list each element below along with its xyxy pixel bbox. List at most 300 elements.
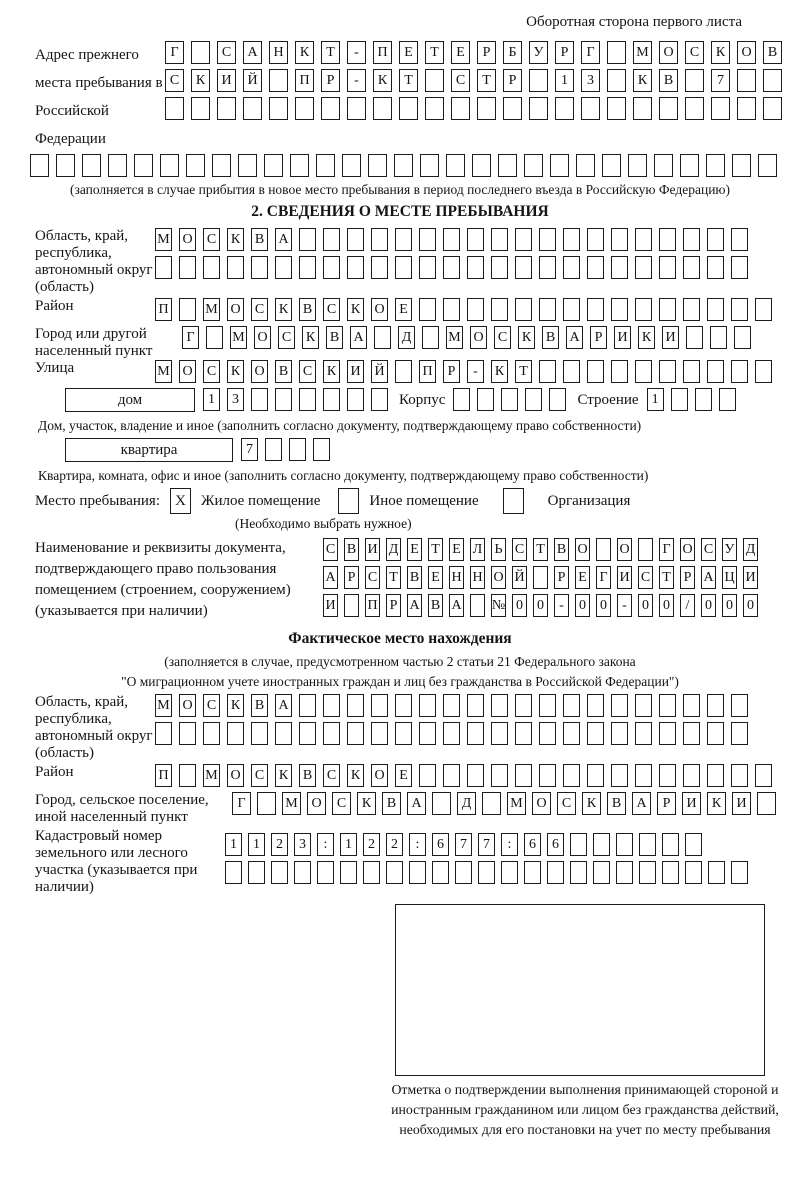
char-cell[interactable]: У [722, 538, 737, 561]
char-cell[interactable]: Ц [722, 566, 737, 589]
char-cell[interactable]: Д [743, 538, 758, 561]
char-cell[interactable]: М [446, 326, 463, 349]
char-cell[interactable] [708, 861, 725, 884]
char-cell[interactable]: П [295, 69, 314, 92]
char-cell[interactable]: К [373, 69, 392, 92]
char-cell[interactable]: В [382, 792, 401, 815]
char-cell[interactable] [638, 538, 653, 561]
char-cell[interactable]: О [254, 326, 271, 349]
char-cell[interactable]: В [326, 326, 343, 349]
char-cell[interactable] [191, 41, 210, 64]
char-cell[interactable]: О [227, 298, 244, 321]
char-cell[interactable]: М [203, 298, 220, 321]
char-cell[interactable]: П [155, 764, 172, 787]
char-cell[interactable] [313, 438, 330, 461]
char-cell[interactable] [316, 154, 335, 177]
char-cell[interactable]: Й [512, 566, 527, 589]
char-cell[interactable]: К [491, 360, 508, 383]
char-cell[interactable]: О [491, 566, 506, 589]
char-cell[interactable] [639, 861, 656, 884]
char-cell[interactable] [683, 298, 700, 321]
char-cell[interactable] [587, 228, 604, 251]
char-cell[interactable] [399, 97, 418, 120]
char-cell[interactable]: Е [399, 41, 418, 64]
char-cell[interactable] [225, 861, 242, 884]
char-cell[interactable] [265, 438, 282, 461]
char-cell[interactable] [659, 764, 676, 787]
char-cell[interactable] [501, 861, 518, 884]
char-cell[interactable] [707, 764, 724, 787]
char-cell[interactable]: О [575, 538, 590, 561]
char-cell[interactable] [581, 97, 600, 120]
char-cell[interactable]: В [299, 298, 316, 321]
char-cell[interactable]: Т [515, 360, 532, 383]
char-cell[interactable]: С [203, 694, 220, 717]
char-cell[interactable] [611, 228, 628, 251]
char-cell[interactable] [628, 154, 647, 177]
char-cell[interactable]: С [217, 41, 236, 64]
char-cell[interactable] [217, 97, 236, 120]
char-cell[interactable]: С [332, 792, 351, 815]
char-cell[interactable]: Н [269, 41, 288, 64]
char-cell[interactable] [695, 388, 712, 411]
char-cell[interactable]: Г [232, 792, 251, 815]
char-cell[interactable] [539, 298, 556, 321]
char-cell[interactable]: - [347, 69, 366, 92]
char-cell[interactable] [593, 861, 610, 884]
char-cell[interactable]: М [203, 764, 220, 787]
char-cell[interactable] [394, 154, 413, 177]
char-cell[interactable]: Р [443, 360, 460, 383]
char-cell[interactable] [539, 360, 556, 383]
char-cell[interactable]: И [682, 792, 701, 815]
char-cell[interactable] [524, 154, 543, 177]
char-cell[interactable]: М [230, 326, 247, 349]
char-cell[interactable]: А [407, 792, 426, 815]
char-cell[interactable] [596, 538, 611, 561]
char-cell[interactable]: Е [407, 538, 422, 561]
char-cell[interactable] [635, 694, 652, 717]
char-cell[interactable]: 1 [555, 69, 574, 92]
char-cell[interactable] [419, 764, 436, 787]
char-cell[interactable]: Г [581, 41, 600, 64]
char-cell[interactable]: И [217, 69, 236, 92]
char-cell[interactable] [179, 256, 196, 279]
char-cell[interactable] [633, 97, 652, 120]
char-cell[interactable] [563, 298, 580, 321]
char-cell[interactable]: М [282, 792, 301, 815]
char-cell[interactable]: С [638, 566, 653, 589]
char-cell[interactable]: Г [165, 41, 184, 64]
char-cell[interactable] [294, 861, 311, 884]
char-cell[interactable]: Р [555, 41, 574, 64]
char-cell[interactable]: Е [451, 41, 470, 64]
char-cell[interactable] [654, 154, 673, 177]
char-cell[interactable]: Р [386, 594, 401, 617]
char-cell[interactable]: П [419, 360, 436, 383]
char-cell[interactable] [443, 722, 460, 745]
char-cell[interactable]: Р [344, 566, 359, 589]
char-cell[interactable] [155, 256, 172, 279]
char-cell[interactable] [755, 298, 772, 321]
char-cell[interactable] [685, 861, 702, 884]
char-cell[interactable] [186, 154, 205, 177]
char-cell[interactable]: С [323, 298, 340, 321]
char-cell[interactable] [607, 97, 626, 120]
char-cell[interactable]: Ь [491, 538, 506, 561]
char-cell[interactable] [731, 861, 748, 884]
char-cell[interactable]: В [407, 566, 422, 589]
char-cell[interactable] [323, 228, 340, 251]
char-cell[interactable] [206, 326, 223, 349]
char-cell[interactable]: 0 [596, 594, 611, 617]
char-cell[interactable]: Р [554, 566, 569, 589]
char-cell[interactable]: С [323, 764, 340, 787]
char-cell[interactable] [165, 97, 184, 120]
char-cell[interactable] [550, 154, 569, 177]
char-cell[interactable] [731, 256, 748, 279]
char-cell[interactable]: № [491, 594, 506, 617]
char-cell[interactable] [179, 764, 196, 787]
char-cell[interactable] [525, 388, 542, 411]
char-cell[interactable] [395, 256, 412, 279]
char-cell[interactable] [443, 228, 460, 251]
char-cell[interactable]: Д [398, 326, 415, 349]
char-cell[interactable]: С [299, 360, 316, 383]
char-cell[interactable]: Л [470, 538, 485, 561]
char-cell[interactable]: К [347, 298, 364, 321]
char-cell[interactable] [659, 694, 676, 717]
char-cell[interactable] [371, 388, 388, 411]
char-cell[interactable] [707, 360, 724, 383]
char-cell[interactable]: Р [590, 326, 607, 349]
char-cell[interactable] [731, 694, 748, 717]
char-cell[interactable] [607, 41, 626, 64]
char-cell[interactable] [323, 388, 340, 411]
char-cell[interactable] [347, 694, 364, 717]
char-cell[interactable] [683, 722, 700, 745]
char-cell[interactable]: Й [243, 69, 262, 92]
char-cell[interactable] [635, 764, 652, 787]
char-cell[interactable] [491, 764, 508, 787]
char-cell[interactable]: 6 [524, 833, 541, 856]
char-cell[interactable]: Д [457, 792, 476, 815]
char-cell[interactable] [503, 97, 522, 120]
char-cell[interactable] [467, 722, 484, 745]
char-cell[interactable] [323, 256, 340, 279]
char-cell[interactable]: С [165, 69, 184, 92]
char-cell[interactable] [659, 228, 676, 251]
char-cell[interactable]: 1 [340, 833, 357, 856]
char-cell[interactable]: И [743, 566, 758, 589]
char-cell[interactable] [635, 722, 652, 745]
char-cell[interactable]: Г [182, 326, 199, 349]
char-cell[interactable]: И [347, 360, 364, 383]
char-cell[interactable] [443, 764, 460, 787]
char-cell[interactable] [635, 256, 652, 279]
char-cell[interactable] [529, 97, 548, 120]
char-cell[interactable]: Е [395, 298, 412, 321]
char-cell[interactable] [731, 722, 748, 745]
char-cell[interactable] [453, 388, 470, 411]
char-cell[interactable]: М [507, 792, 526, 815]
char-cell[interactable] [662, 833, 679, 856]
char-cell[interactable] [342, 154, 361, 177]
char-cell[interactable] [374, 326, 391, 349]
char-cell[interactable] [611, 764, 628, 787]
char-cell[interactable]: 7 [455, 833, 472, 856]
char-cell[interactable] [321, 97, 340, 120]
char-cell[interactable] [470, 594, 485, 617]
char-cell[interactable] [611, 722, 628, 745]
char-cell[interactable] [56, 154, 75, 177]
char-cell[interactable] [501, 388, 518, 411]
char-cell[interactable] [732, 154, 751, 177]
organizatsiya-checkbox[interactable] [503, 488, 524, 514]
char-cell[interactable] [731, 360, 748, 383]
char-cell[interactable] [289, 438, 306, 461]
char-cell[interactable]: Р [503, 69, 522, 92]
char-cell[interactable]: А [350, 326, 367, 349]
char-cell[interactable]: А [275, 228, 292, 251]
char-cell[interactable]: И [614, 326, 631, 349]
char-cell[interactable]: С [557, 792, 576, 815]
char-cell[interactable] [763, 69, 782, 92]
char-cell[interactable] [275, 256, 292, 279]
char-cell[interactable]: - [617, 594, 632, 617]
char-cell[interactable] [563, 694, 580, 717]
char-cell[interactable] [425, 69, 444, 92]
char-cell[interactable] [706, 154, 725, 177]
char-cell[interactable]: О [470, 326, 487, 349]
char-cell[interactable] [467, 228, 484, 251]
char-cell[interactable]: В [251, 228, 268, 251]
char-cell[interactable]: О [371, 764, 388, 787]
char-cell[interactable] [443, 694, 460, 717]
char-cell[interactable] [539, 228, 556, 251]
char-cell[interactable] [755, 360, 772, 383]
char-cell[interactable]: О [659, 41, 678, 64]
char-cell[interactable] [264, 154, 283, 177]
char-cell[interactable] [711, 97, 730, 120]
char-cell[interactable] [257, 792, 276, 815]
char-cell[interactable]: П [373, 41, 392, 64]
char-cell[interactable]: В [542, 326, 559, 349]
char-cell[interactable] [683, 360, 700, 383]
char-cell[interactable] [515, 694, 532, 717]
char-cell[interactable] [635, 228, 652, 251]
char-cell[interactable] [227, 722, 244, 745]
char-cell[interactable] [515, 256, 532, 279]
char-cell[interactable] [491, 256, 508, 279]
char-cell[interactable] [451, 97, 470, 120]
char-cell[interactable] [299, 722, 316, 745]
char-cell[interactable]: 1 [248, 833, 265, 856]
char-cell[interactable] [639, 833, 656, 856]
char-cell[interactable] [478, 861, 495, 884]
char-cell[interactable] [295, 97, 314, 120]
char-cell[interactable] [368, 154, 387, 177]
char-cell[interactable]: М [155, 694, 172, 717]
char-cell[interactable]: К [711, 41, 730, 64]
char-cell[interactable]: Р [657, 792, 676, 815]
char-cell[interactable]: - [467, 360, 484, 383]
char-cell[interactable] [472, 154, 491, 177]
char-cell[interactable] [275, 722, 292, 745]
char-cell[interactable]: П [155, 298, 172, 321]
char-cell[interactable] [191, 97, 210, 120]
char-cell[interactable]: Н [470, 566, 485, 589]
char-cell[interactable]: В [428, 594, 443, 617]
char-cell[interactable]: С [685, 41, 704, 64]
char-cell[interactable] [685, 97, 704, 120]
char-cell[interactable] [299, 694, 316, 717]
char-cell[interactable] [731, 764, 748, 787]
char-cell[interactable] [737, 69, 756, 92]
char-cell[interactable]: В [659, 69, 678, 92]
char-cell[interactable] [662, 861, 679, 884]
char-cell[interactable]: В [251, 694, 268, 717]
char-cell[interactable] [491, 228, 508, 251]
char-cell[interactable]: О [371, 298, 388, 321]
char-cell[interactable]: Б [503, 41, 522, 64]
char-cell[interactable]: Т [477, 69, 496, 92]
char-cell[interactable]: С [278, 326, 295, 349]
char-cell[interactable]: В [275, 360, 292, 383]
char-cell[interactable]: Т [386, 566, 401, 589]
char-cell[interactable]: К [227, 228, 244, 251]
char-cell[interactable]: С [323, 538, 338, 561]
char-cell[interactable] [539, 256, 556, 279]
char-cell[interactable] [533, 566, 548, 589]
char-cell[interactable]: К [295, 41, 314, 64]
char-cell[interactable] [707, 298, 724, 321]
char-cell[interactable] [422, 326, 439, 349]
char-cell[interactable] [563, 360, 580, 383]
char-cell[interactable] [238, 154, 257, 177]
char-cell[interactable] [683, 694, 700, 717]
char-cell[interactable]: К [227, 360, 244, 383]
char-cell[interactable]: С [512, 538, 527, 561]
char-cell[interactable]: М [155, 228, 172, 251]
char-cell[interactable] [616, 833, 633, 856]
char-cell[interactable]: Г [659, 538, 674, 561]
char-cell[interactable]: Р [477, 41, 496, 64]
char-cell[interactable] [347, 256, 364, 279]
char-cell[interactable] [425, 97, 444, 120]
char-cell[interactable]: 0 [743, 594, 758, 617]
char-cell[interactable]: И [365, 538, 380, 561]
char-cell[interactable]: 3 [581, 69, 600, 92]
char-cell[interactable] [563, 764, 580, 787]
char-cell[interactable]: П [365, 594, 380, 617]
char-cell[interactable] [420, 154, 439, 177]
char-cell[interactable] [134, 154, 153, 177]
char-cell[interactable] [635, 298, 652, 321]
char-cell[interactable]: К [275, 298, 292, 321]
char-cell[interactable] [299, 228, 316, 251]
char-cell[interactable]: С [203, 360, 220, 383]
char-cell[interactable]: Н [449, 566, 464, 589]
char-cell[interactable]: 3 [227, 388, 244, 411]
char-cell[interactable] [344, 594, 359, 617]
char-cell[interactable] [482, 792, 501, 815]
char-cell[interactable]: В [554, 538, 569, 561]
char-cell[interactable] [179, 722, 196, 745]
char-cell[interactable] [467, 298, 484, 321]
char-cell[interactable] [515, 764, 532, 787]
char-cell[interactable] [373, 97, 392, 120]
char-cell[interactable]: В [763, 41, 782, 64]
char-cell[interactable] [685, 69, 704, 92]
char-cell[interactable]: Т [533, 538, 548, 561]
char-cell[interactable] [323, 694, 340, 717]
char-cell[interactable] [539, 694, 556, 717]
char-cell[interactable] [576, 154, 595, 177]
char-cell[interactable]: Е [449, 538, 464, 561]
char-cell[interactable] [587, 722, 604, 745]
char-cell[interactable] [30, 154, 49, 177]
char-cell[interactable] [549, 388, 566, 411]
char-cell[interactable]: Е [395, 764, 412, 787]
char-cell[interactable] [719, 388, 736, 411]
char-cell[interactable] [524, 861, 541, 884]
char-cell[interactable] [611, 298, 628, 321]
char-cell[interactable]: : [501, 833, 518, 856]
char-cell[interactable]: О [680, 538, 695, 561]
char-cell[interactable] [179, 298, 196, 321]
char-cell[interactable] [539, 722, 556, 745]
char-cell[interactable] [683, 764, 700, 787]
char-cell[interactable] [371, 722, 388, 745]
char-cell[interactable] [659, 256, 676, 279]
char-cell[interactable]: С [365, 566, 380, 589]
char-cell[interactable] [299, 256, 316, 279]
char-cell[interactable]: 2 [271, 833, 288, 856]
char-cell[interactable]: К [518, 326, 535, 349]
char-cell[interactable]: : [317, 833, 334, 856]
char-cell[interactable] [386, 861, 403, 884]
char-cell[interactable]: 2 [386, 833, 403, 856]
char-cell[interactable] [299, 388, 316, 411]
char-cell[interactable] [659, 722, 676, 745]
char-cell[interactable] [515, 298, 532, 321]
char-cell[interactable]: А [566, 326, 583, 349]
char-cell[interactable] [755, 764, 772, 787]
char-cell[interactable]: 0 [701, 594, 716, 617]
char-cell[interactable] [432, 861, 449, 884]
char-cell[interactable] [587, 256, 604, 279]
char-cell[interactable] [269, 69, 288, 92]
char-cell[interactable]: 0 [512, 594, 527, 617]
char-cell[interactable] [269, 97, 288, 120]
char-cell[interactable] [611, 256, 628, 279]
char-cell[interactable]: О [227, 764, 244, 787]
zhiloe-checkbox[interactable]: X [170, 488, 191, 514]
char-cell[interactable] [570, 861, 587, 884]
char-cell[interactable] [477, 388, 494, 411]
char-cell[interactable] [290, 154, 309, 177]
char-cell[interactable]: 0 [659, 594, 674, 617]
char-cell[interactable] [395, 694, 412, 717]
char-cell[interactable]: 0 [533, 594, 548, 617]
char-cell[interactable] [443, 256, 460, 279]
char-cell[interactable]: - [554, 594, 569, 617]
char-cell[interactable]: К [347, 764, 364, 787]
char-cell[interactable] [395, 228, 412, 251]
char-cell[interactable] [707, 228, 724, 251]
char-cell[interactable]: А [632, 792, 651, 815]
